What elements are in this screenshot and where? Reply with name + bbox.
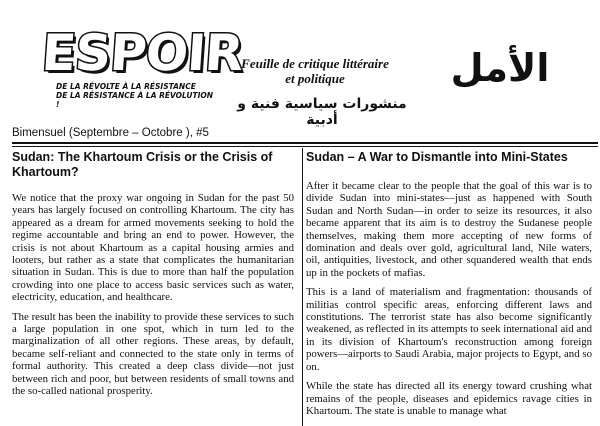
- left-article-title: Sudan: The Khartoum Crisis or the Crisis of Khartoum?: [12, 150, 273, 179]
- right-article: [306, 150, 592, 424]
- motto-line-2: DE LA RÉSISTANCE À LA RÉVOLUTION !: [56, 91, 214, 109]
- title-arabic: الأمل: [450, 46, 550, 90]
- subtitle-french-line-2: et politique: [285, 71, 345, 86]
- right-article-title: Sudan – A War to Dismantle into Mini-States: [306, 150, 568, 164]
- masthead: [0, 0, 600, 128]
- logo: [18, 24, 245, 109]
- issue-line: Bimensuel (Septembre – Octobre ), #5: [12, 127, 209, 139]
- logo-wordmark: ESPOIR: [39, 24, 245, 82]
- logo-motto: [56, 82, 218, 109]
- right-paragraph: This is a land of materialism and fragmentation: thousands of militias control specific areas, enforcing different laws and constitutions. The terrorist state has also become significantly weakened, as reflected in its attempts to seek international aid and in its division of Khartoum's reconstruction among foreign powers—airports to Saudi Arabia, major projects to Egypt, and so on.: [306, 286, 592, 373]
- subtitle-french: [240, 56, 390, 86]
- left-article: [12, 150, 294, 405]
- motto-line-1: DE LA RÉVOLTE À LA RÉSISTANCE: [56, 82, 196, 91]
- left-paragraph: The result has been the inability to provide these services to such a large population in one spot, which in turn led to the marginalization of all other regions. These areas, by default, became self-reliant and connected to the state only in terms of formal authority. This created a deep class divide—not just between rich and poor, but between residents of small towns and the so-called national prosperity.: [12, 310, 294, 398]
- subtitle-arabic: منشورات سياسية فنية و أدبية: [237, 96, 407, 128]
- left-paragraph: We notice that the proxy war ongoing in Sudan for the past 50 years has largely focused on controlling Khartoum. The city has appeared as a dream for armed movements seeking to hold the regime accountable and bring an end to power. However, the crisis is not about Khartoum as a capital housing armies and looters, but rather as a state that complicates the humanitarian situation in Sudan. This is due to more than half the population crowding into one place to access basic services such as water, electricity, education, and healthcare.: [12, 192, 294, 304]
- right-paragraph: After it became clear to the people that the goal of this war is to divide Sudan into mini-states—just as happened with South Sudan and North Sudan—in order to seize its resources, it also became apparent that its aim is to destroy the Sudanese people themselves, making them more accepting of new forms of domination and deals over gold, agricultural land, Nile waters, oil, antiquities, livestock, and other squandered wealth that ends up in the pockets of mafias.: [306, 180, 592, 279]
- header-rule: [12, 142, 598, 144]
- right-paragraph: While the state has directed all its energy toward crushing what remains of the people, diseases and epidemics ravage cities in Khartoum. The state is unable to manage what: [306, 380, 592, 417]
- subtitle-french-line-1: Feuille de critique littéraire: [241, 56, 389, 71]
- header-rule-thin: [12, 146, 598, 147]
- column-divider: [302, 148, 303, 426]
